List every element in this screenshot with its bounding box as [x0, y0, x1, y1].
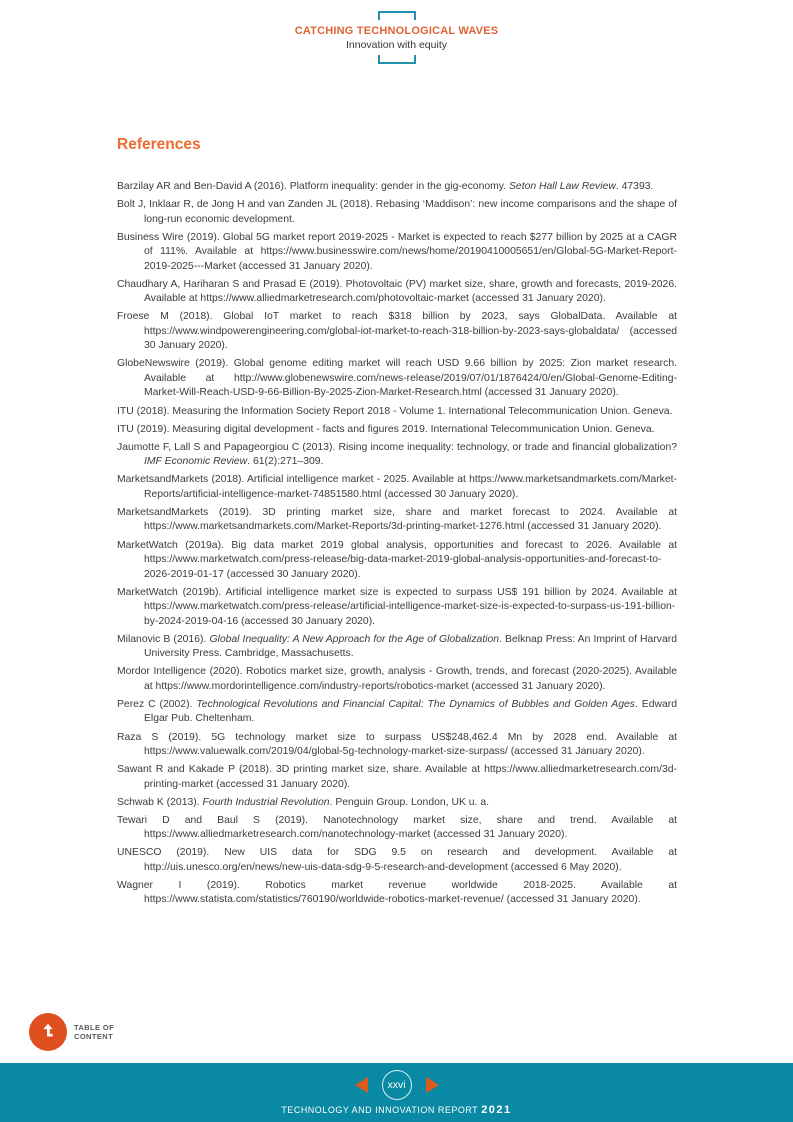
reference-entry: ITU (2019). Measuring digital development - facts and figures 2019. International Telecommunication Union. Geneva.: [117, 423, 655, 435]
reference-entry: MarketWatch (2019b). Artificial intelligence market size is expected to surpass US$ 191 billion by 2024. Available at https://www.marketwatch.com/press-release/artificial-intelligence-market-size-is-expected-to-surpass-us-191-billion-by-2024-2019-04-16 (accessed 30 January 2020).: [117, 586, 677, 627]
report-subtitle: Innovation with equity: [346, 39, 447, 51]
reference-entry: MarketWatch (2019a). Big data market 2019 global analysis, opportunities and forecast to 2026. Available at https://www.marketwatch.com/press-release/big-data-market-2019-global-analysis-opportunities-and-forecast-to-2026-2019-01-17 (accessed 30 January 2020).: [117, 539, 677, 580]
table-of-content-circle[interactable]: [29, 1013, 67, 1051]
footer-report-title-text: TECHNOLOGY AND INNOVATION REPORT: [281, 1105, 479, 1115]
reference-entry: Perez C (2002). Technological Revolutions and Financial Capital: The Dynamics of Bubbles and Golden Ages. Edward Elgar Pub. Cheltenham.: [117, 698, 677, 725]
references-list: [117, 180, 677, 908]
previous-page-arrow-icon[interactable]: [355, 1077, 368, 1093]
bracket-top-decoration: [378, 11, 416, 20]
footer-report-year: 2021: [481, 1104, 512, 1116]
reference-entry: UNESCO (2019). New UIS data for SDG 9.5 on research and development. Available at http://uis.unesco.org/en/news/new-uis-data-sdg-9-5-research-and-development (accessed 6 May 2020).: [117, 847, 677, 873]
references-heading: References: [117, 136, 201, 153]
next-page-arrow-icon[interactable]: [426, 1077, 439, 1093]
page-footer: [0, 1063, 793, 1122]
report-header: [0, 11, 793, 64]
reference-entry: MarketsandMarkets (2018). Artificial intelligence market - 2025. Available at https://www.marketsandmarkets.com/Market-Reports/artificial-intelligence-market-74851580.html (accessed 30 January 2020).: [117, 474, 677, 500]
reference-entry: GlobeNewswire (2019). Global genome editing market will reach USD 9.66 billion by 2025: Zion market research. Available at http://www.globenewswire.com/news-release/2019/07/01/1876424/0/en/Global-Genome-Editing-Market-Will-Reach-USD-9-66-Billion-By-2025-Zion-Market-Research.html (accessed 31 January 2020).: [117, 358, 677, 399]
page-content: [117, 136, 677, 912]
reference-entry: Wagner I (2019). Robotics market revenue worldwide 2018-2025. Available at https://www.statista.com/statistics/760190/worldwide-robotics-market-revenue/ (accessed 31 January 2020).: [117, 879, 677, 906]
reference-entry: Schwab K (2013). Fourth Industrial Revolution. Penguin Group. London, UK u. a.: [117, 796, 489, 808]
reference-entry: Mordor Intelligence (2020). Robotics market size, growth, analysis - Growth, trends, and forecast (2020-2025). Available at https://www.mordorintelligence.com/industry-reports/robotics-market (accessed 31 January 2020).: [117, 666, 677, 692]
page-number-badge: [382, 1070, 412, 1100]
page-number: xxvi: [387, 1079, 406, 1091]
table-of-content-button[interactable]: [29, 1013, 132, 1051]
reference-entry: Chaudhary A, Hariharan S and Prasad E (2019). Photovoltaic (PV) market size, share, growth and forecasts, 2019-2026. Available at https://www.alliedmarketresearch.com/photovoltaic-market (accessed 31 January 2020).: [117, 278, 677, 305]
reference-entry: Milanovic B (2016). Global Inequality: A New Approach for the Age of Globalization. Belknap Press: An Imprint of Harvard University Press. Cambridge, Massachusetts.: [117, 633, 677, 660]
arrow-up-icon: [38, 1020, 58, 1045]
reference-entry: MarketsandMarkets (2019). 3D printing market size, share and market forecast to 2024. Available at https://www.marketsandmarkets.com/Market-Reports/3d-printing-market-1276.html (accessed 31 January 2020).: [117, 506, 677, 533]
reference-entry: ITU (2018). Measuring the Information Society Report 2018 - Volume 1. International Telecommunication Union. Geneva.: [117, 405, 673, 417]
report-title: CATCHING TECHNOLOGICAL WAVES: [294, 25, 499, 37]
reference-entry: Bolt J, Inklaar R, de Jong H and van Zanden JL (2018). Rebasing ‘Maddison’: new income comparisons and the shape of long-run economic development.: [117, 199, 677, 225]
table-of-content-label: TABLE OF CONTENT: [74, 1022, 115, 1041]
reference-entry: Tewari D and Baul S (2019). Nanotechnology market size, share and trend. Available at https://www.alliedmarketresearch.com/nanotechnology-market (accessed 31 January 2020).: [117, 814, 677, 841]
bracket-bottom-decoration: [378, 55, 416, 64]
reference-entry: Business Wire (2019). Global 5G market report 2019-2025 - Market is expected to reach $277 billion by 2025 at a CAGR of 111%. Available at https://www.businesswire.com/news/home/20190410005651/en/Global-5G-Market-Report-2019-2025---Market (accessed 31 January 2020).: [117, 231, 677, 272]
reference-entry: Jaumotte F, Lall S and Papageorgiou C (2013). Rising income inequality: technology, or trade and financial globalization? IMF Economic Review. 61(2):271–309.: [117, 441, 677, 468]
reference-entry: Raza S (2019). 5G technology market size to surpass US$248,462.4 Mn by 2028 end. Available at https://www.valuewalk.com/2019/04/global-5g-technology-market-size-surpass/ (accessed 31 January 2020).: [117, 731, 677, 757]
page-navigation: [0, 1063, 793, 1100]
reference-entry: Froese M (2018). Global IoT market to reach $318 billion by 2023, says GlobalData. Available at https://www.windpowerengineering.com/global-iot-market-to-reach-318-billion-by-2023-says-globaldata/ (accessed 30 January 2020).: [117, 311, 677, 352]
footer-report-title: [0, 1104, 793, 1116]
reference-entry: Sawant R and Kakade P (2018). 3D printing market size, share. Available at https://www.alliedmarketresearch.com/3d-printing-market (accessed 31 January 2020).: [117, 764, 677, 790]
reference-entry: Barzilay AR and Ben-David A (2016). Platform inequality: gender in the gig-economy. Seton Hall Law Review. 47393.: [117, 181, 654, 192]
